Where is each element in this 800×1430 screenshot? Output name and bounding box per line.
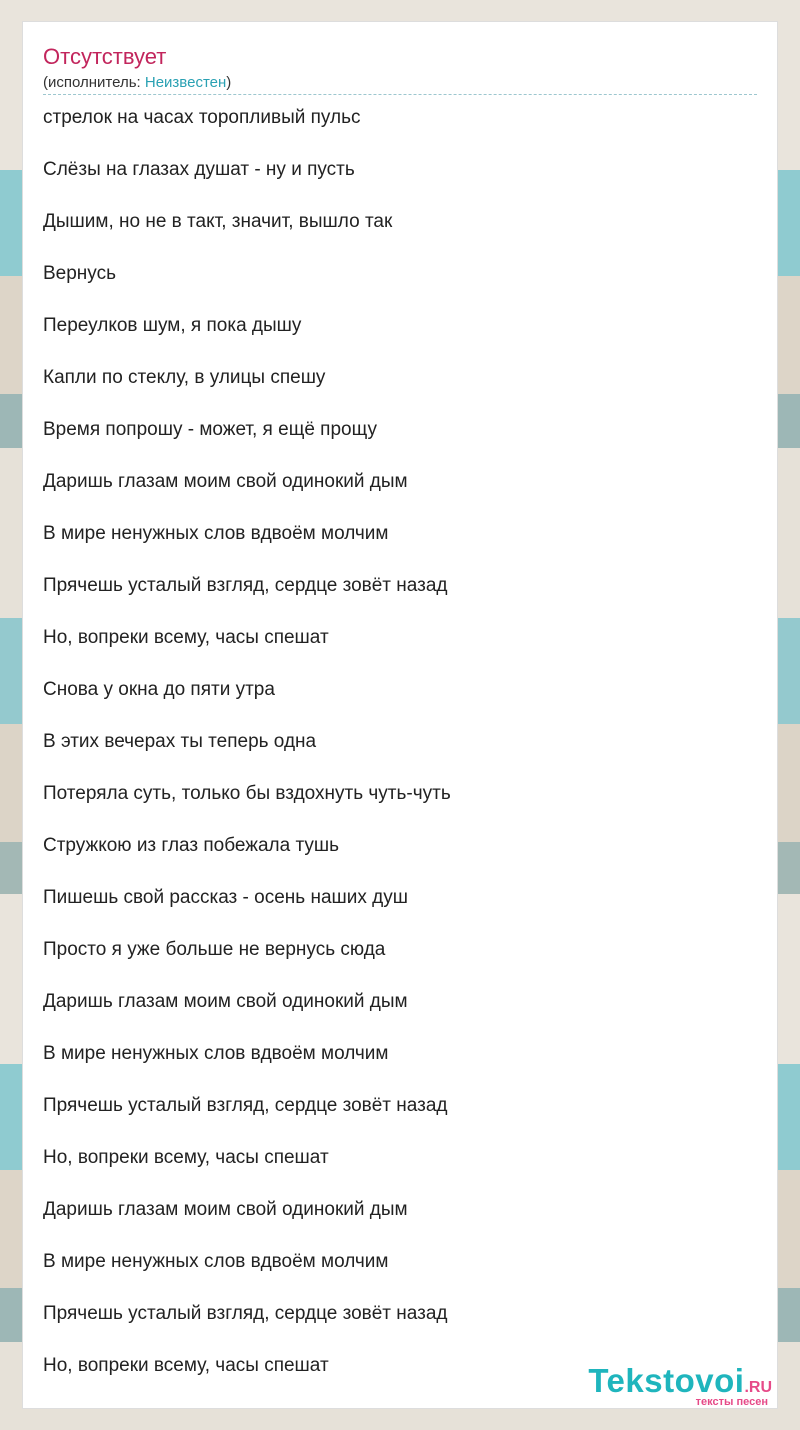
lyric-line: Стружкою из глаз побежала тушь	[43, 835, 340, 856]
logo-name: Tekstovoi	[588, 1362, 745, 1399]
logo-tagline: тексты песен	[695, 1396, 768, 1408]
lyric-line: В этих вечерах ты теперь одна	[43, 731, 317, 752]
lyric-line: В мире ненужных слов вдвоём молчим	[43, 523, 389, 544]
site-logo[interactable]	[588, 1364, 772, 1398]
lyric-line: Но, вопреки всему, часы спешат	[43, 1355, 329, 1376]
artist-link[interactable]: Неизвестен	[144, 74, 227, 91]
lyric-line: Капли по стеклу, в улицы спешу	[43, 367, 326, 388]
lyric-line: Даришь глазам моим свой одинокий дым	[43, 1199, 408, 1220]
song-title: Отсутствует	[43, 44, 167, 69]
lyric-line: Потеряла суть, только бы вздохнуть чуть-чуть	[43, 783, 451, 804]
lyrics-card	[22, 21, 778, 1409]
logo-tld: .RU	[744, 1379, 772, 1396]
lyric-line: Просто я уже больше не вернусь сюда	[43, 939, 386, 960]
lyric-line: Вернусь	[43, 263, 116, 284]
lyric-line: Но, вопреки всему, часы спешат	[43, 1147, 329, 1168]
lyric-line: Пишешь свой рассказ - осень наших душ	[43, 887, 408, 908]
lyric-line: Прячешь усталый взгляд, сердце зовёт назад	[43, 1095, 448, 1116]
lyric-line: Снова у окна до пяти утра	[43, 679, 275, 700]
artist-prefix: (исполнитель:	[43, 74, 145, 91]
lyric-line: Даришь глазам моим свой одинокий дым	[43, 991, 408, 1012]
lyric-line: В мире ненужных слов вдвоём молчим	[43, 1043, 389, 1064]
lyric-line: Прячешь усталый взгляд, сердце зовёт назад	[43, 1303, 448, 1324]
lyric-line: Прячешь усталый взгляд, сердце зовёт назад	[43, 575, 448, 596]
lyrics-text	[43, 106, 757, 1406]
lyric-line: Переулков шум, я пока дышу	[43, 315, 302, 336]
lyric-line: Но, вопреки всему, часы спешат	[43, 627, 329, 648]
artist-line	[43, 74, 231, 91]
artist-suffix: )	[226, 74, 232, 91]
lyric-line: Время попрошу - может, я ещё прощу	[43, 419, 377, 440]
lyric-line: В мире ненужных слов вдвоём молчим	[43, 1251, 389, 1272]
lyric-line: стрелок на часах торопливый пульс	[43, 107, 361, 128]
lyric-line: Даришь глазам моим свой одинокий дым	[43, 471, 408, 492]
lyric-line: Дышим, но не в такт, значит, вышло так	[43, 211, 393, 232]
lyric-line: Слёзы на глазах душат - ну и пусть	[43, 159, 355, 180]
title-divider	[43, 94, 757, 95]
